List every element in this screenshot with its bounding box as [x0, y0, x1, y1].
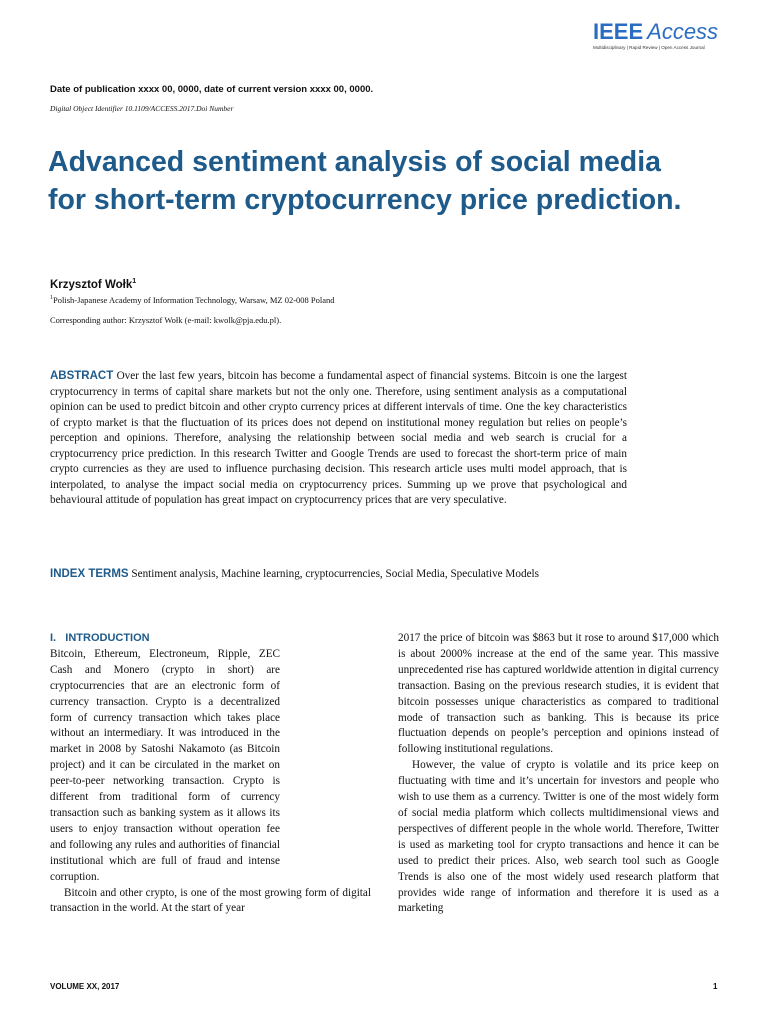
section-heading-introduction: I. INTRODUCTION — [50, 632, 150, 644]
index-terms-text: Sentiment analysis, Machine learning, cryptocurrencies, Social Media, Speculative Models — [131, 568, 539, 580]
abstract-text: Over the last few years, bitcoin has become a fundamental aspect of financial systems. Bitcoin is one the largest cryptocurrency in terms of capital share markets but not the only one. Therefore, using sentiment analysis as a computational opinion can be used to predict bitcoin and other crypto currency prices at different intervals of time. One the key characteristics of crypto market is that the fluctuation of its prices does not depend on institutional money regulation but relies on people’s perception and opinions. Therefore, analysing the relationship between social media and web search is crucial for a cryptocurrency price prediction. In this research Twitter and Google Trends are used to forecast the short-term price of main crypto currencies as they are used to influence purchasing decision. This research article uses multi model approach, that is interpolated, to analyse the impact social media on cryptocurrency prices. Summing up we prove that psychological and behavioural attitude of population has great impact on cryptocurrency prices that are very speculative. — [50, 370, 627, 506]
left-column — [50, 631, 371, 917]
logo-ieee-text: IEEE — [593, 19, 644, 44]
logo-wordmark — [593, 20, 723, 44]
intro-paragraph-3: 2017 the price of bitcoin was $863 but it rose to around $17,000 which is about 2000% increase at the end of the same year. This massive unprecedented rise has captured worldwide attention in digital currency transaction. Basing on the previous research studies, it is evident that bitcoin possesses unique characteristics as compared to traditional mode of transaction such as banking. This is because its price fluctuation depends on people’s perception and opinions instead of following institutional regulations. — [398, 632, 719, 756]
page-number: 1 — [713, 982, 718, 991]
doi-line: Digital Object Identifier 10.1109/ACCESS.2017.Doi Number — [50, 104, 234, 113]
intro-paragraph-1: Bitcoin, Ethereum, Electroneum, Ripple, ZEC Cash and Monero (crypto in short) are cryptocurrencies that are an electronic form of currency transaction. Crypto is a decentralized form of currency transaction which takes place without an intermediary. It was introduced in the market in 2008 by Satoshi Nakamoto (as Bitcoin project) and it can be circulated in the market on peer-to-peer networking transaction. Crypto is different from traditional form of currency transaction such as banking system as it allows its users to enjoy transaction without operation fee and following any rules and authorities of financial institutional which are full of fraud and intense corruption. — [50, 647, 280, 883]
logo-tagline: Multidisciplinary | Rapid Review | Open Access Journal — [593, 45, 705, 50]
right-column — [398, 631, 719, 917]
author-superscript: 1 — [132, 278, 137, 285]
logo-access-text: Access — [647, 19, 719, 44]
author-line — [50, 278, 136, 291]
corresponding-author: Corresponding author: Krzysztof Wołk (e-mail: kwolk@pja.edu.pl). — [50, 315, 282, 325]
index-terms-paragraph — [50, 567, 627, 583]
publication-date: Date of publication xxxx 00, 0000, date of current version xxxx 00, 0000. — [50, 84, 374, 95]
paper-title: Advanced sentiment analysis of social media for short-term cryptocurrency price prediction. — [48, 146, 682, 216]
abstract-label: ABSTRACT — [50, 370, 114, 382]
intro-paragraph-2: Bitcoin and other crypto, is one of the most growing form of digital transaction in the world. At the start of year — [50, 886, 371, 915]
volume-footer: VOLUME XX, 2017 — [50, 982, 120, 991]
affiliation — [50, 295, 335, 305]
affiliation-superscript: 1 — [50, 295, 53, 302]
abstract-paragraph — [50, 369, 627, 509]
author-name: Krzysztof Wołk — [50, 278, 133, 291]
intro-paragraph-4: However, the value of crypto is volatile and its price keep on fluctuating with time and it’s uncertain for investors and people who wish to use them as a currency. Twitter is one of the most widely form of social media platform which collects multidimensional views and perspectives of different people in the whole world. Therefore, Twitter is used as marketing tool for crypto transactions and hence it can be used to predict their prices. Also, web search tool such as Google Trends is also one of the most widely used research platform that provides wide range of information and therefore it is used as a marketing — [398, 759, 719, 915]
index-terms-label: INDEX TERMS — [50, 568, 129, 580]
ieee-access-logo — [593, 20, 723, 50]
affiliation-text: Polish-Japanese Academy of Information Technology, Warsaw, MZ 02-008 Poland — [53, 295, 335, 305]
